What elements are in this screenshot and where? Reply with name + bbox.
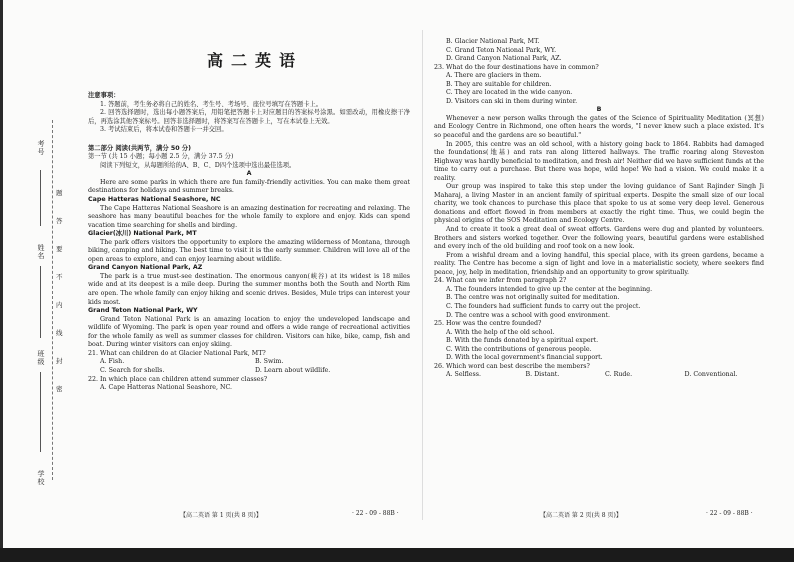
park-name: Grand Canyon National Park, AZ (88, 264, 203, 272)
notice-item: 2. 回答选择题时，选出每小题答案后，用铅笔把答题卡上对应题目的答案标号涂黑。如需改动，用橡皮擦干净后，再选涂其他答案标号。回答非选择题时，将答案写在答题卡上，写在本试卷上无效。 (88, 109, 410, 125)
seal-char: 内 (56, 301, 63, 309)
option-d: D. Conventional. (684, 371, 738, 379)
column-divider (422, 30, 423, 520)
footer-right: 【高二英语 第 2 页(共 8 页)】 (540, 512, 622, 519)
option-d: D. The centre was a school with good environment. (446, 311, 611, 319)
seal-char: 封 (56, 357, 63, 365)
option-d: D. Grand Canyon National Park, AZ. (446, 55, 562, 63)
park-name: Glacier(冰川) National Park, MT (88, 230, 197, 238)
park-text: Grand Teton National Park is an amazing location to enjoy the undeveloped landscape and wildlife of Wyoming. The park is open year round and offers a wide range of recreational activities for the whole family as well as summer classes for children. Visitors can hike, bike, camp, fish and boat. During winter visitors can enjoy skiing. (88, 315, 410, 349)
notice-item: 1. 答题前，考生务必将自己的姓名、考生号、考场号、座位号填写在答题卡上。 (100, 100, 323, 108)
question-25-stem: 25. How was the centre founded? (434, 320, 542, 328)
option-b: B. Swim. (255, 358, 284, 366)
page-title: 高二英语 (206, 51, 303, 70)
passage-b-paragraph: Whenever a new person walks through the gates of the Science of Spirituality Meditation (冥想) and Ecology Centre in Richmond, one often hears the words, "I never knew such a place existed. It's so peaceful and the gardens are so beautiful." (434, 114, 764, 140)
question-21-options-row2 (88, 367, 410, 376)
option-a: A. With the help of the old school. (446, 328, 555, 336)
binding-margin (0, 0, 80, 562)
question-21-stem: 21. What can children do at Glacier National Park, MT? (88, 349, 266, 357)
park-text: The park offers visitors the opportunity to explore the amazing wilderness of Montana, through biking, camping and hiking. The best time to visit it is the early summer. Children will love all of the open areas to explore, and can enjoy learning about wildlife. (88, 238, 410, 263)
passage-a-letter: A (246, 170, 252, 178)
option-a: A. Selfless. (446, 371, 481, 379)
option-a: A. Fish. (100, 358, 125, 366)
passage-b-paragraph: In 2005, this centre was an old school, with a history going back to 1864. Rabbits had damaged the foundations(地基) and rats ran along littered hallways. The traffic roaring along Steveston Highway was hardly beneficial to meditation, and fresh air! Neither did we have sufficient funds at the time to carry out a purchase. But there was hope, wild hope! We had a vision. We could make it a reality. (434, 140, 764, 182)
question-23-stem: 23. What do the four destinations have in common? (434, 63, 599, 71)
park-name: Cape Hatteras National Seashore, NC (88, 196, 221, 204)
option-b: B. They are suitable for children. (446, 80, 552, 88)
xuexiao-label: 学校 (37, 470, 45, 486)
seal-char: 不 (56, 273, 63, 281)
footer-right-code: · 22 - 09 - 88B · (706, 510, 753, 517)
option-a: A. There are glaciers in them. (446, 72, 542, 80)
banji-line (40, 372, 41, 452)
left-column (88, 92, 410, 393)
question-26-stem: 26. Which word can best describe the members? (434, 362, 590, 370)
seal-char: 要 (56, 245, 63, 253)
option-c: C. Search for shells. (100, 366, 165, 374)
seal-char: 密 (56, 385, 63, 393)
right-column (434, 38, 764, 380)
passage-b-paragraph: And to create it took a great deal of sweat efforts. Gardens were dug and planted by volunteers. Brothers and sisters worked together. Over the following years, beautiful gardens were established and every inch of the old building and roof took on a new look. (434, 226, 764, 251)
option-c: C. Rude. (605, 371, 633, 379)
option-c: C. With the contributions of generous people. (446, 345, 592, 353)
option-c: C. The founders had sufficient funds to carry out the project. (446, 302, 641, 310)
seal-dashed-line (52, 120, 53, 480)
option-b: B. The centre was not originally suited for meditation. (446, 294, 620, 302)
xingming-label: 姓名 (37, 244, 45, 260)
section1-heading: 第一节 (共 15 小题；每小题 2.5 分，满分 37.5 分) (88, 153, 234, 161)
option-d: D. Visitors can ski in them during winter. (446, 97, 578, 105)
option-d: D. Learn about wildlife. (255, 366, 331, 374)
option-a: A. Cape Hatteras National Seashore, NC. (100, 384, 233, 392)
notice-heading: 注意事项： (88, 92, 120, 99)
park-name: Grand Teton National Park, WY (88, 307, 198, 315)
option-c: C. Grand Teton National Park, WY. (446, 46, 557, 54)
footer-left-code: · 22 - 09 - 88B · (352, 510, 399, 517)
seal-char: 线 (56, 329, 63, 337)
kaohao-line (40, 170, 41, 226)
question-26-options (434, 371, 764, 380)
notice-item: 3. 考试结束后，将本试卷和答题卡一并交回。 (100, 126, 228, 134)
park-text: The park is a true must-see destination. The enormous canyon(峡谷) at its widest is 18 miles wide and at its deepest is a mile deep. During the summer months both the South and North Rim are open. The whole family can enjoy hiking and scenic drives. Besides, Mule trips can interest your kids most. (88, 272, 410, 306)
part2-heading: 第二部分 阅读(共两节，满分 50 分) (88, 144, 191, 152)
banji-label: 班级 (37, 350, 45, 366)
passage-a-intro: Here are some parks in which there are fun family-friendly activities. You can make them great destinations for holidays and summer breaks. (88, 178, 410, 195)
question-21-options-row1 (88, 358, 410, 367)
seal-char: 答 (56, 217, 63, 225)
option-a: A. The founders intended to give up the center at the beginning. (446, 285, 653, 293)
scan-bottom-edge (0, 548, 794, 562)
park-text: The Cape Hatteras National Seashore is an amazing destination for recreating and relaxing. The seashore has many beautiful beaches for the whole family to explore and enjoy. Kids can spend vacation time searching for shells and birding. (88, 204, 410, 229)
xingming-line (40, 266, 41, 338)
seal-char: 题 (56, 189, 63, 197)
option-d: D. With the local government's financial support. (446, 354, 603, 362)
option-c: C. They are located in the wide canyon. (446, 89, 573, 97)
question-24-stem: 24. What can we infer from paragraph 2? (434, 277, 567, 285)
footer-left: 【高二英语 第 1 页(共 8 页)】 (180, 512, 262, 519)
kaohao-label: 考号 (37, 140, 45, 156)
passage-b-letter: B (596, 106, 602, 114)
reading-instruction: 阅读下列短文，从每题所给的A、B、C、D四个选项中选出最佳选项。 (100, 161, 296, 169)
passage-b-paragraph: From a wishful dream and a loving handful, this special place, with its green gardens, became a reality. The Centre has become a sign of light and love in a materialistic society, where seekers find peace, joy, help in meditation, friendship and an opportunity to grow spiritually. (434, 251, 764, 276)
option-b: B. Distant. (525, 371, 560, 379)
option-b: B. Glacier National Park, MT. (446, 38, 540, 45)
question-22-stem: 22. In which place can children attend summer classes? (88, 375, 268, 383)
passage-b-paragraph: Our group was inspired to take this step under the loving guidance of Sant Rajinder Singh Ji Maharaj, a living Master in an ancient family of spiritual experts. Despite the small size of our local charity, we took chances to purchase this place that spoke to us at some very deep level. Generous donations and effort flowed in from members at exactly the right time. Thus, we could begin the physical origins of the SOS Meditation and Ecology Centre. (434, 183, 764, 225)
option-b: B. With the funds donated by a spiritual expert. (446, 337, 599, 345)
